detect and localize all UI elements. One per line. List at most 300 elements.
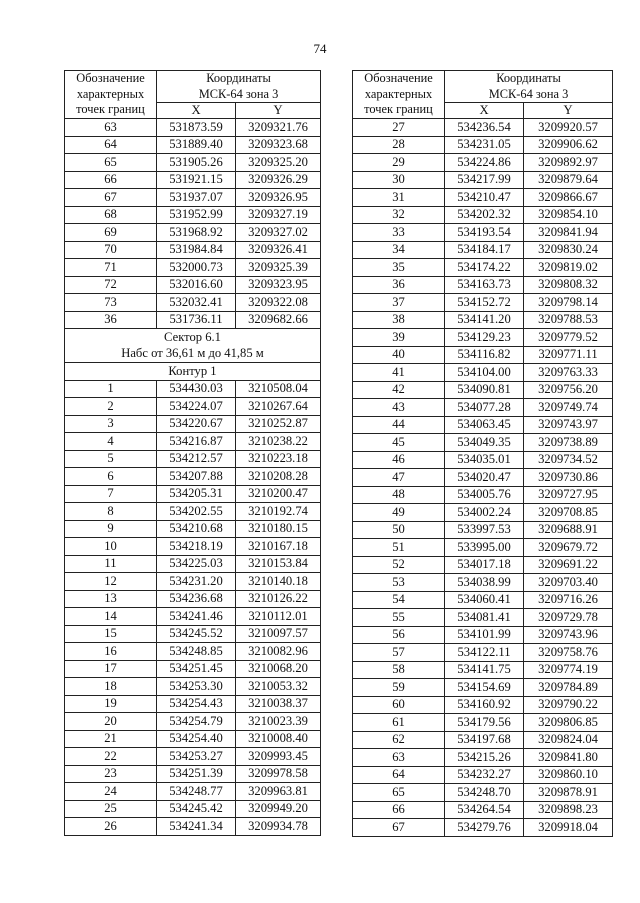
x-coordinate-cell: 534253.30 [157, 678, 236, 696]
y-coordinate-cell: 3209798.14 [524, 294, 613, 312]
x-coordinate-cell: 531952.99 [157, 206, 236, 224]
x-coordinate-cell: 534241.46 [157, 608, 236, 626]
x-coordinate-cell: 531889.40 [157, 136, 236, 154]
table-row [353, 136, 613, 154]
designation-line-1: Обозначение [364, 71, 433, 86]
point-id-cell: 13 [65, 590, 157, 608]
x-coordinate-cell: 533995.00 [445, 539, 524, 557]
x-coordinate-cell: 534202.55 [157, 503, 236, 521]
point-id-cell: 33 [353, 224, 445, 242]
x-coordinate-cell: 534063.45 [445, 416, 524, 434]
y-coordinate-cell: 3209830.24 [524, 241, 613, 259]
table-row [353, 451, 613, 469]
point-id-cell: 67 [65, 189, 157, 207]
y-coordinate-cell: 3209730.86 [524, 469, 613, 487]
table-row [65, 625, 321, 643]
x-coordinate-cell: 534251.45 [157, 660, 236, 678]
point-id-cell: 2 [65, 398, 157, 416]
point-id-cell: 63 [353, 749, 445, 767]
point-id-cell: 8 [65, 503, 157, 521]
x-coordinate-cell: 533997.53 [445, 521, 524, 539]
point-id-cell: 66 [65, 171, 157, 189]
point-id-cell: 38 [353, 311, 445, 329]
point-id-cell: 69 [65, 224, 157, 242]
table-row [65, 224, 321, 242]
table-row [65, 241, 321, 259]
y-coordinate-cell: 3209729.78 [524, 609, 613, 627]
point-id-cell: 31 [353, 189, 445, 207]
y-coordinate-cell: 3210180.15 [236, 520, 321, 538]
table-row [65, 660, 321, 678]
x-coordinate-cell: 531984.84 [157, 241, 236, 259]
table-row [353, 329, 613, 347]
table-row [353, 416, 613, 434]
x-coordinate-cell: 534217.99 [445, 171, 524, 189]
x-coordinate-cell: 534220.67 [157, 415, 236, 433]
point-id-cell: 44 [353, 416, 445, 434]
y-coordinate-cell: 3209743.97 [524, 416, 613, 434]
point-id-cell: 49 [353, 504, 445, 522]
point-id-cell: 30 [353, 171, 445, 189]
point-id-cell: 71 [65, 259, 157, 277]
y-coordinate-cell: 3209727.95 [524, 486, 613, 504]
point-id-cell: 47 [353, 469, 445, 487]
y-coordinate-cell: 3209860.10 [524, 766, 613, 784]
x-coordinate-cell: 534152.72 [445, 294, 524, 312]
x-coordinate-cell: 534090.81 [445, 381, 524, 399]
table-row [353, 696, 613, 714]
table-row [65, 765, 321, 783]
y-coordinate-cell: 3209806.85 [524, 714, 613, 732]
x-coordinate-cell: 534202.32 [445, 206, 524, 224]
table-row [353, 714, 613, 732]
y-coordinate-cell: 3209918.04 [524, 819, 613, 837]
table-row [353, 294, 613, 312]
x-coordinate-cell: 534225.03 [157, 555, 236, 573]
point-id-cell: 65 [353, 784, 445, 802]
x-coordinate-cell: 534248.85 [157, 643, 236, 661]
x-coordinate-cell: 534245.52 [157, 625, 236, 643]
y-coordinate-cell: 3210508.04 [236, 380, 321, 398]
x-coordinate-cell: 531736.11 [157, 311, 236, 329]
point-id-cell: 28 [353, 136, 445, 154]
x-coordinate-cell: 534231.20 [157, 573, 236, 591]
point-id-cell: 12 [65, 573, 157, 591]
y-coordinate-cell: 3209326.29 [236, 171, 321, 189]
point-id-cell: 46 [353, 451, 445, 469]
y-coordinate-cell: 3209854.10 [524, 206, 613, 224]
x-coordinate-cell: 534251.39 [157, 765, 236, 783]
table-row [353, 311, 613, 329]
point-id-cell: 66 [353, 801, 445, 819]
point-id-cell: 59 [353, 679, 445, 697]
y-coordinate-cell: 3209963.81 [236, 783, 321, 801]
y-coordinate-cell: 3209949.20 [236, 800, 321, 818]
table-row [353, 766, 613, 784]
point-id-cell: 15 [65, 625, 157, 643]
table-row [353, 521, 613, 539]
designation-line-2: характерных [76, 86, 145, 101]
y-coordinate-cell: 3209743.96 [524, 626, 613, 644]
coordinates-title: Координаты [496, 71, 561, 85]
designation-line-3: точек границ [364, 102, 433, 117]
designation-line-2: характерных [364, 86, 433, 101]
y-coordinate-cell: 3209756.20 [524, 381, 613, 399]
designation-line-1: Обозначение [76, 71, 145, 86]
table-row [65, 730, 321, 748]
point-id-cell: 50 [353, 521, 445, 539]
x-coordinate-cell: 534231.05 [445, 136, 524, 154]
point-id-cell: 37 [353, 294, 445, 312]
table-row [353, 154, 613, 172]
y-coordinate-cell: 3209708.85 [524, 504, 613, 522]
point-id-cell: 23 [65, 765, 157, 783]
y-coordinate-cell: 3209326.95 [236, 189, 321, 207]
y-coordinate-cell: 3209716.26 [524, 591, 613, 609]
coordinates-title: Координаты [206, 71, 271, 85]
coordinates-header [445, 71, 613, 103]
y-coordinate-cell: 3209892.97 [524, 154, 613, 172]
x-coordinate-cell: 534248.70 [445, 784, 524, 802]
table-row [353, 486, 613, 504]
sector-label: Сектор 6.1 [65, 329, 321, 346]
y-coordinate-cell: 3210223.18 [236, 450, 321, 468]
point-id-cell: 26 [65, 818, 157, 836]
table-row [353, 801, 613, 819]
point-id-cell: 32 [353, 206, 445, 224]
x-coordinate-cell: 534038.99 [445, 574, 524, 592]
y-coordinate-cell: 3209784.89 [524, 679, 613, 697]
x-coordinate-cell: 534197.68 [445, 731, 524, 749]
y-coordinate-cell: 3209841.94 [524, 224, 613, 242]
depth-range-label: Набс от 36,61 м до 41,85 м [65, 346, 321, 363]
point-id-cell: 70 [65, 241, 157, 259]
y-coordinate-cell: 3209323.68 [236, 136, 321, 154]
table-row [353, 731, 613, 749]
x-coordinate-cell: 534205.31 [157, 485, 236, 503]
y-coordinate-cell: 3209774.19 [524, 661, 613, 679]
y-coordinate-cell: 3209920.57 [524, 119, 613, 137]
point-id-cell: 5 [65, 450, 157, 468]
table-row [353, 539, 613, 557]
table-row [65, 590, 321, 608]
point-id-cell: 52 [353, 556, 445, 574]
table-row [65, 433, 321, 451]
x-coordinate-cell: 534210.47 [445, 189, 524, 207]
table-row [353, 399, 613, 417]
point-id-cell: 42 [353, 381, 445, 399]
x-coordinate-cell: 534279.76 [445, 819, 524, 837]
table-row [353, 504, 613, 522]
table-row [65, 555, 321, 573]
point-id-cell: 11 [65, 555, 157, 573]
table-row [353, 434, 613, 452]
y-coordinate-cell: 3209325.39 [236, 259, 321, 277]
point-id-cell: 67 [353, 819, 445, 837]
x-coordinate-cell: 531873.59 [157, 119, 236, 137]
point-id-cell: 55 [353, 609, 445, 627]
table-row [353, 189, 613, 207]
y-coordinate-cell: 3209688.91 [524, 521, 613, 539]
table-row [65, 748, 321, 766]
table-row [353, 591, 613, 609]
point-id-cell: 36 [65, 311, 157, 329]
designation-line-3: точек границ [76, 102, 145, 117]
table-row [65, 503, 321, 521]
x-coordinate-cell: 532016.60 [157, 276, 236, 294]
x-coordinate-cell: 534049.35 [445, 434, 524, 452]
y-coordinate-cell: 3209738.89 [524, 434, 613, 452]
point-id-cell: 29 [353, 154, 445, 172]
table-row [65, 259, 321, 277]
point-id-cell: 63 [65, 119, 157, 137]
x-coordinate-cell: 534212.57 [157, 450, 236, 468]
table-row [353, 346, 613, 364]
y-coordinate-cell: 3209878.91 [524, 784, 613, 802]
table-row [65, 713, 321, 731]
x-coordinate-cell: 534248.77 [157, 783, 236, 801]
y-coordinate-cell: 3209993.45 [236, 748, 321, 766]
x-coordinate-cell: 531968.92 [157, 224, 236, 242]
table-row [353, 364, 613, 382]
y-coordinate-cell: 3209824.04 [524, 731, 613, 749]
y-coordinate-cell: 3210153.84 [236, 555, 321, 573]
table-row [65, 154, 321, 172]
table-row [65, 294, 321, 312]
x-coordinate-cell: 534254.79 [157, 713, 236, 731]
point-id-cell: 45 [353, 434, 445, 452]
table-row [353, 679, 613, 697]
x-coordinate-cell: 534129.23 [445, 329, 524, 347]
y-coordinate-cell: 3209771.11 [524, 346, 613, 364]
table-row [353, 749, 613, 767]
table-row [65, 398, 321, 416]
point-id-cell: 48 [353, 486, 445, 504]
y-header: Y [236, 103, 321, 119]
x-coordinate-cell: 534154.69 [445, 679, 524, 697]
y-coordinate-cell: 3210097.57 [236, 625, 321, 643]
x-coordinate-cell: 534081.41 [445, 609, 524, 627]
y-coordinate-cell: 3209749.74 [524, 399, 613, 417]
y-coordinate-cell: 3209788.53 [524, 311, 613, 329]
y-coordinate-cell: 3210238.22 [236, 433, 321, 451]
table-row [65, 276, 321, 294]
point-id-cell: 21 [65, 730, 157, 748]
y-coordinate-cell: 3209906.62 [524, 136, 613, 154]
point-id-cell: 64 [65, 136, 157, 154]
y-coordinate-cell: 3209779.52 [524, 329, 613, 347]
table-row [65, 538, 321, 556]
y-coordinate-cell: 3210082.96 [236, 643, 321, 661]
point-id-cell: 35 [353, 259, 445, 277]
coordinate-system: МСК-64 зона 3 [488, 86, 569, 101]
x-coordinate-cell: 534224.07 [157, 398, 236, 416]
table-row [353, 556, 613, 574]
table-row [65, 380, 321, 398]
point-id-cell: 7 [65, 485, 157, 503]
y-coordinate-cell: 3210267.64 [236, 398, 321, 416]
table-row [65, 171, 321, 189]
x-coordinate-cell: 532032.41 [157, 294, 236, 312]
point-id-cell: 6 [65, 468, 157, 486]
point-id-cell: 17 [65, 660, 157, 678]
y-coordinate-cell: 3209808.32 [524, 276, 613, 294]
x-coordinate-cell: 534179.56 [445, 714, 524, 732]
x-coordinate-cell: 531921.15 [157, 171, 236, 189]
coordinates-table-left [64, 70, 321, 836]
table-row [65, 783, 321, 801]
x-coordinate-cell: 534193.54 [445, 224, 524, 242]
x-coordinate-cell: 534104.00 [445, 364, 524, 382]
y-coordinate-cell: 3210126.22 [236, 590, 321, 608]
y-coordinate-cell: 3209841.80 [524, 749, 613, 767]
x-coordinate-cell: 532000.73 [157, 259, 236, 277]
table-row [65, 119, 321, 137]
table-row [65, 678, 321, 696]
table-row [65, 189, 321, 207]
y-coordinate-cell: 3209978.58 [236, 765, 321, 783]
x-coordinate-cell: 534005.76 [445, 486, 524, 504]
point-id-cell: 25 [65, 800, 157, 818]
point-id-cell: 34 [353, 241, 445, 259]
table-row [353, 224, 613, 242]
y-coordinate-cell: 3209763.33 [524, 364, 613, 382]
x-coordinate-cell: 534210.68 [157, 520, 236, 538]
x-coordinate-cell: 534253.27 [157, 748, 236, 766]
y-coordinate-cell: 3209866.67 [524, 189, 613, 207]
y-coordinate-cell: 3209326.41 [236, 241, 321, 259]
y-coordinate-cell: 3210252.87 [236, 415, 321, 433]
y-coordinate-cell: 3209790.22 [524, 696, 613, 714]
table-row [65, 573, 321, 591]
x-coordinate-cell: 534077.28 [445, 399, 524, 417]
x-coordinate-cell: 534020.47 [445, 469, 524, 487]
point-id-cell: 18 [65, 678, 157, 696]
x-coordinate-cell: 534163.73 [445, 276, 524, 294]
y-coordinate-cell: 3210053.32 [236, 678, 321, 696]
point-id-cell: 60 [353, 696, 445, 714]
x-coordinate-cell: 534184.17 [445, 241, 524, 259]
table-row [353, 819, 613, 837]
point-id-cell: 10 [65, 538, 157, 556]
table-row [65, 450, 321, 468]
y-coordinate-cell: 3209322.08 [236, 294, 321, 312]
x-coordinate-cell: 534116.82 [445, 346, 524, 364]
table-row [65, 206, 321, 224]
y-coordinate-cell: 3209327.19 [236, 206, 321, 224]
y-coordinate-cell: 3209758.76 [524, 644, 613, 662]
x-coordinate-cell: 534216.87 [157, 433, 236, 451]
y-coordinate-cell: 3209682.66 [236, 311, 321, 329]
point-id-cell: 57 [353, 644, 445, 662]
coordinates-table-right [352, 70, 613, 837]
table-row [65, 800, 321, 818]
point-id-cell: 4 [65, 433, 157, 451]
point-id-cell: 27 [353, 119, 445, 137]
x-coordinate-cell: 534122.11 [445, 644, 524, 662]
table-row [353, 241, 613, 259]
x-coordinate-cell: 531905.26 [157, 154, 236, 172]
table-row [353, 784, 613, 802]
table-row [353, 119, 613, 137]
x-coordinate-cell: 534232.27 [445, 766, 524, 784]
x-coordinate-cell: 534215.26 [445, 749, 524, 767]
y-coordinate-cell: 3209679.72 [524, 539, 613, 557]
point-id-cell: 9 [65, 520, 157, 538]
x-coordinate-cell: 534002.24 [445, 504, 524, 522]
point-id-cell: 64 [353, 766, 445, 784]
x-coordinate-cell: 534207.88 [157, 468, 236, 486]
contour-label: Контур 1 [65, 363, 321, 381]
y-coordinate-cell: 3210068.20 [236, 660, 321, 678]
table-row [353, 276, 613, 294]
y-coordinate-cell: 3209703.40 [524, 574, 613, 592]
x-coordinate-cell: 534264.54 [445, 801, 524, 819]
point-id-cell: 68 [65, 206, 157, 224]
coordinate-system: МСК-64 зона 3 [198, 86, 279, 101]
x-coordinate-cell: 534236.54 [445, 119, 524, 137]
point-id-cell: 19 [65, 695, 157, 713]
table-row [65, 608, 321, 626]
point-id-cell: 20 [65, 713, 157, 731]
y-coordinate-cell: 3210112.01 [236, 608, 321, 626]
x-coordinate-cell: 534035.01 [445, 451, 524, 469]
x-coordinate-cell: 534218.19 [157, 538, 236, 556]
point-id-cell: 62 [353, 731, 445, 749]
table-row [353, 206, 613, 224]
y-coordinate-cell: 3210167.18 [236, 538, 321, 556]
point-id-cell: 1 [65, 380, 157, 398]
point-id-cell: 54 [353, 591, 445, 609]
point-id-cell: 72 [65, 276, 157, 294]
table-row [353, 644, 613, 662]
x-coordinate-cell: 534254.43 [157, 695, 236, 713]
x-coordinate-cell: 534160.92 [445, 696, 524, 714]
point-id-cell: 40 [353, 346, 445, 364]
point-id-cell: 53 [353, 574, 445, 592]
y-coordinate-cell: 3209327.02 [236, 224, 321, 242]
point-id-cell: 41 [353, 364, 445, 382]
x-coordinate-cell: 534224.86 [445, 154, 524, 172]
table-row [353, 574, 613, 592]
coordinates-header [157, 71, 321, 103]
y-coordinate-cell: 3209898.23 [524, 801, 613, 819]
x-coordinate-cell: 534254.40 [157, 730, 236, 748]
x-coordinate-cell: 534060.41 [445, 591, 524, 609]
y-coordinate-cell: 3209734.52 [524, 451, 613, 469]
table-row [65, 643, 321, 661]
y-coordinate-cell: 3210208.28 [236, 468, 321, 486]
x-coordinate-cell: 531937.07 [157, 189, 236, 207]
point-id-cell: 73 [65, 294, 157, 312]
x-coordinate-cell: 534101.99 [445, 626, 524, 644]
x-coordinate-cell: 534241.34 [157, 818, 236, 836]
point-id-cell: 24 [65, 783, 157, 801]
y-coordinate-cell: 3209934.78 [236, 818, 321, 836]
point-id-cell: 56 [353, 626, 445, 644]
y-coordinate-cell: 3209879.64 [524, 171, 613, 189]
point-id-cell: 51 [353, 539, 445, 557]
y-coordinate-cell: 3210008.40 [236, 730, 321, 748]
y-coordinate-cell: 3209321.76 [236, 119, 321, 137]
designation-header [353, 71, 445, 119]
point-id-cell: 39 [353, 329, 445, 347]
point-id-cell: 65 [65, 154, 157, 172]
point-id-cell: 14 [65, 608, 157, 626]
y-coordinate-cell: 3210140.18 [236, 573, 321, 591]
y-coordinate-cell: 3209819.02 [524, 259, 613, 277]
x-coordinate-cell: 534017.18 [445, 556, 524, 574]
